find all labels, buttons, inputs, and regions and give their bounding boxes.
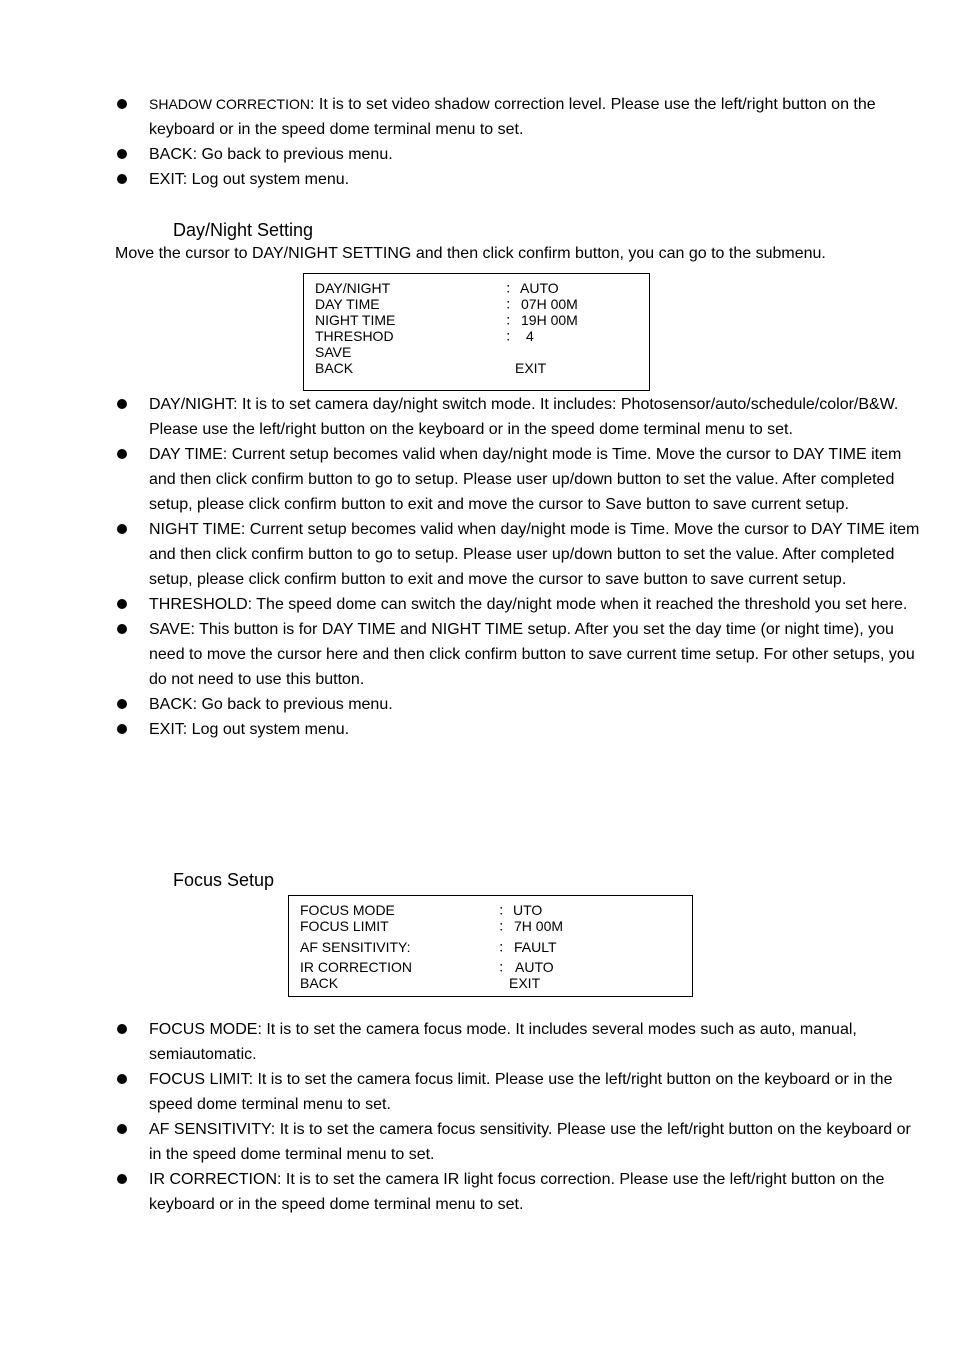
list-item — [0, 392, 954, 442]
menu-value: AUTO — [515, 959, 554, 975]
menu-colon: ： — [505, 280, 519, 296]
list-item — [0, 142, 954, 167]
bullet-text: THRESHOLD: The speed dome can switch the day/night mode when it reached the threshold you set here. — [149, 596, 908, 613]
list-item — [0, 1117, 954, 1167]
menu-label: BACK — [300, 975, 339, 991]
bullet-term: SHADOW CORRECTION — [149, 96, 310, 112]
list-item — [0, 692, 954, 717]
day-night-menu-box — [303, 273, 650, 391]
bullet-text: BACK: Go back to previous menu. — [149, 146, 393, 163]
menu-label: IR CORRECTION — [300, 959, 412, 975]
list-item — [0, 592, 954, 617]
bullet-icon — [117, 599, 127, 609]
bullet-icon — [117, 1074, 127, 1084]
list-item — [0, 442, 954, 517]
menu-colon: ： — [498, 959, 512, 975]
menu-colon: ： — [505, 328, 519, 344]
bullet-icon — [117, 1174, 127, 1184]
list-item — [0, 92, 954, 142]
bullet-icon — [117, 99, 127, 109]
menu-label: FOCUS LIMIT — [300, 918, 389, 934]
bullet-text: FOCUS LIMIT: It is to set the camera focus limit. Please use the left/right button on the keyboard or in the speed dome terminal menu to set. — [149, 1071, 893, 1113]
bullet-text: BACK: Go back to previous menu. — [149, 696, 393, 713]
menu-value: 19H 00M — [521, 312, 578, 328]
bullet-icon — [117, 699, 127, 709]
menu-value: 7H 00M — [514, 918, 564, 934]
menu-label: AF SENSITIVITY: — [300, 939, 411, 955]
menu-label: SAVE — [315, 344, 352, 360]
bullet-icon — [117, 399, 127, 409]
bullet-icon — [117, 724, 127, 734]
menu-colon: ： — [498, 902, 512, 918]
menu-label: THRESHOD — [315, 328, 394, 344]
list-item — [0, 1017, 954, 1067]
bullet-text: IR CORRECTION: It is to set the camera IR light focus correction. Please use the left/right button on the keyboard or in the speed dome terminal menu to set. — [149, 1171, 885, 1213]
bullet-text: SAVE: This button is for DAY TIME and NIGHT TIME setup. After you set the day time (or night time), you need to move the cursor here and then click confirm button to save current time setup. For other setups, you do not need to use this button. — [149, 621, 915, 688]
section-intro: Move the cursor to DAY/NIGHT SETTING and then click confirm button, you can go to the submenu. — [115, 245, 826, 262]
bullet-text: EXIT: Log out system menu. — [149, 171, 350, 188]
bullet-icon — [117, 1124, 127, 1134]
menu-value: UTO — [513, 902, 543, 918]
bullet-icon — [117, 449, 127, 459]
menu-colon: ： — [498, 918, 512, 934]
menu-colon: ： — [505, 296, 519, 312]
focus-bullet-list — [0, 1017, 954, 1217]
top-bullet-list — [0, 92, 954, 192]
menu-label: DAY/NIGHT — [315, 280, 391, 296]
bullet-icon — [117, 174, 127, 184]
menu-value: AUTO — [520, 280, 559, 296]
bullet-text: NIGHT TIME: Current setup becomes valid when day/night mode is Time. Move the cursor to DAY TIME item and then click confirm button to go to setup. Please user up/down button to set the value. After completed setup, please click confirm button to exit and move the cursor to save button to save current setup. — [149, 521, 920, 588]
bullet-icon — [117, 524, 127, 534]
bullet-icon — [117, 624, 127, 634]
bullet-text: DAY/NIGHT: It is to set camera day/night switch mode. It includes: Photosensor/auto/schedule/color/B&W. Please use the left/right button on the keyboard or in the speed dome terminal menu to set. — [149, 396, 899, 438]
bullet-text: DAY TIME: Current setup becomes valid when day/night mode is Time. Move the cursor to DAY TIME item and then click confirm button to go to setup. Please user up/down button to set the value. After completed setup, please click confirm button to exit and move the cursor to Save button to save current setup. — [149, 446, 902, 513]
section-heading-focus: Focus Setup — [173, 870, 275, 890]
menu-label: DAY TIME — [315, 296, 380, 312]
focus-menu-box — [288, 895, 693, 997]
menu-value: FAULT — [514, 939, 557, 955]
bullet-text: : It is to set video shadow correction level. Please use the left/right button on the keyboard or in the speed dome terminal menu to set. — [149, 96, 876, 138]
menu-value: EXIT — [509, 975, 541, 991]
menu-label: BACK — [315, 360, 354, 376]
bullet-text: AF SENSITIVITY: It is to set the camera focus sensitivity. Please use the left/right button on the keyboard or in the speed dome terminal menu to set. — [149, 1121, 911, 1163]
bullet-icon — [117, 1024, 127, 1034]
day-night-bullet-list — [0, 392, 954, 742]
menu-colon: ： — [498, 939, 512, 955]
menu-colon: ： — [505, 312, 519, 328]
list-item — [0, 717, 954, 742]
menu-value: EXIT — [515, 360, 547, 376]
bullet-icon — [117, 149, 127, 159]
bullet-text: FOCUS MODE: It is to set the camera focus mode. It includes several modes such as auto, manual, semiautomatic. — [149, 1021, 857, 1063]
list-item — [0, 1167, 954, 1217]
list-item — [0, 617, 954, 692]
section-heading-day-night: Day/Night Setting — [173, 220, 314, 240]
list-item — [0, 1067, 954, 1117]
menu-label: FOCUS MODE — [300, 902, 395, 918]
menu-value: 07H 00M — [521, 296, 578, 312]
list-item — [0, 167, 954, 192]
menu-value: 4 — [526, 328, 534, 344]
list-item — [0, 517, 954, 592]
menu-label: NIGHT TIME — [315, 312, 396, 328]
bullet-text: EXIT: Log out system menu. — [149, 721, 350, 738]
